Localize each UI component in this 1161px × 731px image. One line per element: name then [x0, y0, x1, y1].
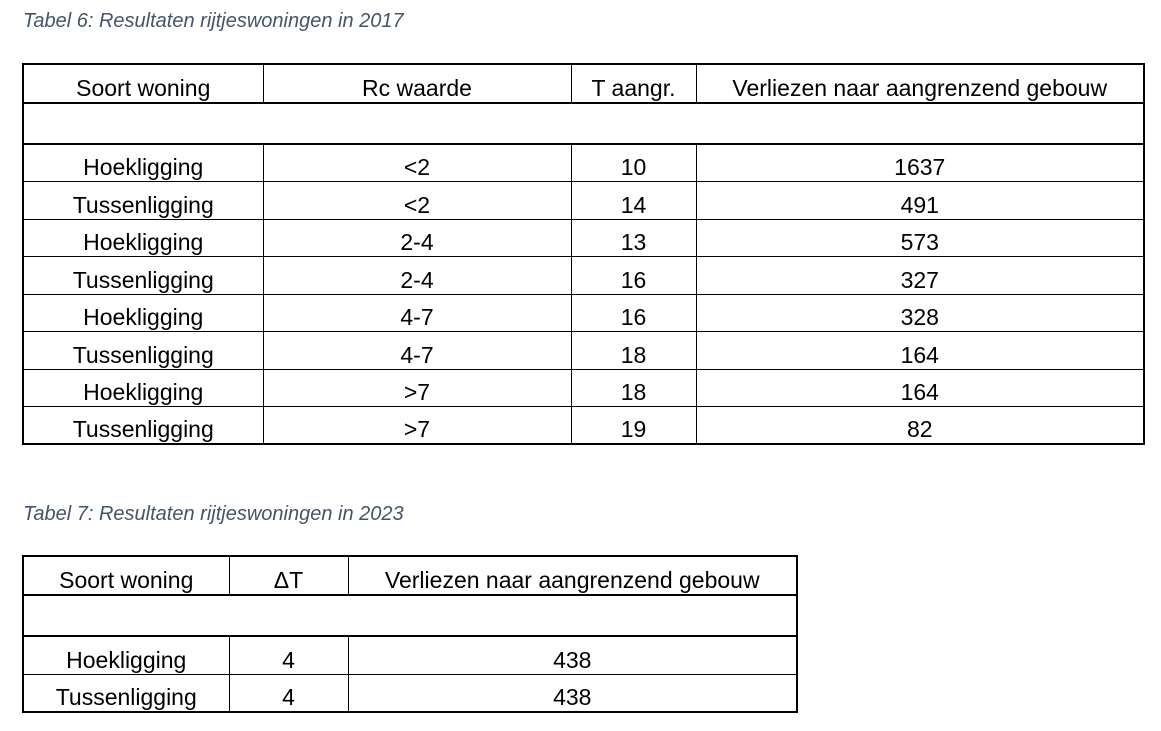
header-t-aangr: T aangr.: [571, 64, 696, 103]
table-row: [23, 257, 1144, 295]
cell-soort: Tussenligging: [23, 182, 263, 220]
table-row: [23, 369, 1144, 407]
blank-row: [23, 103, 1144, 144]
header-delta-t: ΔT: [229, 556, 348, 595]
table-row: [23, 294, 1144, 332]
cell-verliezen: 164: [696, 369, 1144, 407]
cell-t: 10: [571, 144, 696, 182]
cell-delta-t: 4: [229, 636, 348, 674]
header-verliezen: Verliezen naar aangrenzend gebouw: [348, 556, 797, 595]
cell-soort: Hoekligging: [23, 369, 263, 407]
cell-verliezen: 82: [696, 407, 1144, 445]
cell-t: 19: [571, 407, 696, 445]
cell-soort: Tussenligging: [23, 407, 263, 445]
table7-caption: Tabel 7: Resultaten rijtjeswoningen in 2023: [23, 503, 404, 525]
cell-soort: Hoekligging: [23, 219, 263, 257]
cell-rc: <2: [263, 144, 571, 182]
table6-caption: Tabel 6: Resultaten rijtjeswoningen in 2017: [23, 10, 404, 32]
cell-soort: Tussenligging: [23, 332, 263, 370]
cell-verliezen: 328: [696, 294, 1144, 332]
header-soort-woning: Soort woning: [23, 64, 263, 103]
header-soort-woning: Soort woning: [23, 556, 229, 595]
cell-t: 13: [571, 219, 696, 257]
table-row: [23, 407, 1144, 445]
header-rc-waarde: Rc waarde: [263, 64, 571, 103]
cell-rc: >7: [263, 407, 571, 445]
cell-soort: Hoekligging: [23, 294, 263, 332]
cell-verliezen: 438: [348, 674, 797, 712]
table-row: [23, 182, 1144, 220]
cell-verliezen: 1637: [696, 144, 1144, 182]
cell-verliezen: 327: [696, 257, 1144, 295]
cell-verliezen: 438: [348, 636, 797, 674]
blank-cell: [23, 595, 797, 636]
cell-t: 18: [571, 332, 696, 370]
table-row: [23, 219, 1144, 257]
table-2023-results: [22, 555, 798, 713]
cell-soort: Hoekligging: [23, 636, 229, 674]
cell-t: 14: [571, 182, 696, 220]
cell-rc: 2-4: [263, 257, 571, 295]
cell-soort: Tussenligging: [23, 674, 229, 712]
table-header-row: [23, 556, 797, 595]
cell-rc: <2: [263, 182, 571, 220]
cell-soort: Hoekligging: [23, 144, 263, 182]
blank-cell: [23, 103, 1144, 144]
table-row: [23, 332, 1144, 370]
cell-t: 16: [571, 257, 696, 295]
table-header-row: [23, 64, 1144, 103]
cell-rc: 2-4: [263, 219, 571, 257]
table-2017-results: [22, 63, 1145, 445]
cell-verliezen: 164: [696, 332, 1144, 370]
cell-t: 18: [571, 369, 696, 407]
cell-delta-t: 4: [229, 674, 348, 712]
cell-t: 16: [571, 294, 696, 332]
table-row: [23, 636, 797, 674]
cell-verliezen: 491: [696, 182, 1144, 220]
blank-row: [23, 595, 797, 636]
cell-rc: 4-7: [263, 332, 571, 370]
table-row: [23, 144, 1144, 182]
cell-verliezen: 573: [696, 219, 1144, 257]
header-verliezen: Verliezen naar aangrenzend gebouw: [696, 64, 1144, 103]
table-row: [23, 674, 797, 712]
cell-soort: Tussenligging: [23, 257, 263, 295]
cell-rc: 4-7: [263, 294, 571, 332]
cell-rc: >7: [263, 369, 571, 407]
